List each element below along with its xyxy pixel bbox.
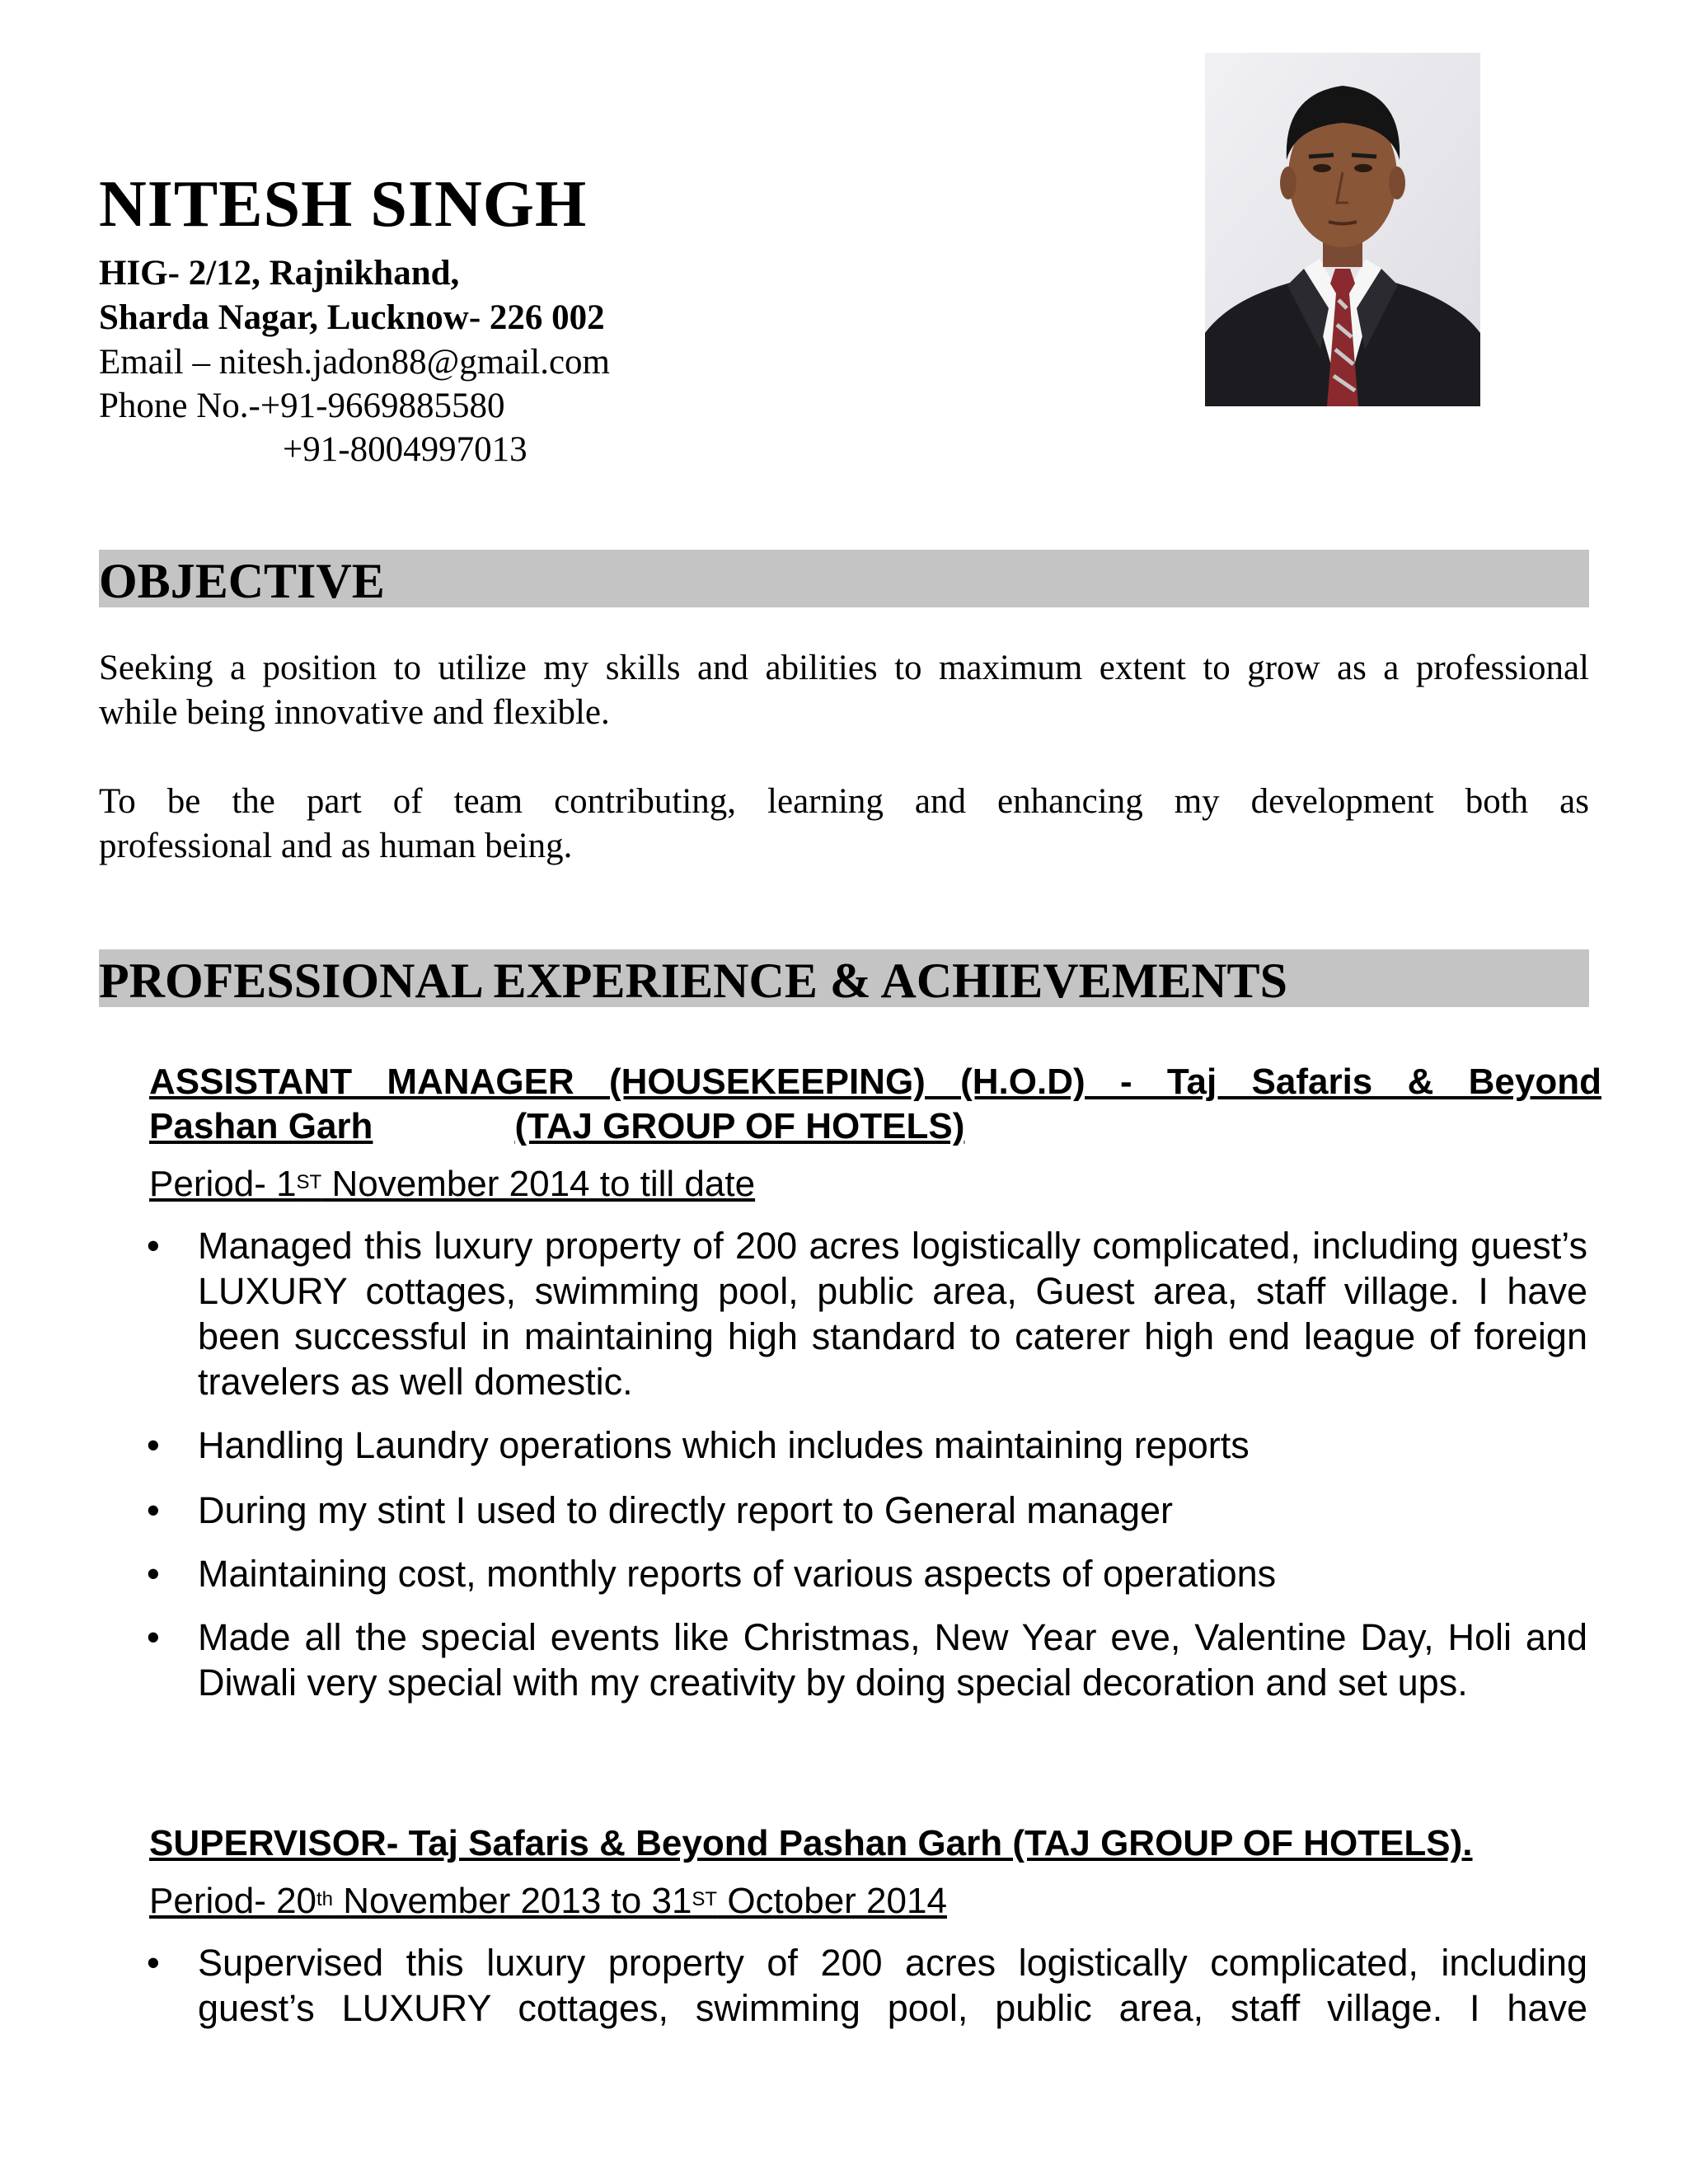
objective-heading: OBJECTIVE <box>99 554 385 608</box>
list-item: • During my stint I used to directly report to General manager <box>147 1489 1174 1531</box>
list-item: • Made all the special events like Christmas, New Year eve, Valentine Day, Holi and Diwali very special with my creativity by doing special decoration and set ups. <box>147 1616 1587 1704</box>
objective-p2-line2: professional and as human being. <box>99 827 573 865</box>
job-2-bullets <box>147 1940 1587 2031</box>
bullet-icon: • <box>147 1225 160 1267</box>
job-1-bullets <box>147 1223 1587 1705</box>
job-2-title: SUPERVISOR- Taj Safaris & Beyond Pashan Garh (TAJ GROUP OF HOTELS). <box>149 1823 1473 1863</box>
bullet-icon: • <box>147 1489 160 1531</box>
candidate-name: NITESH SINGH <box>99 168 588 241</box>
email-line: Email – nitesh.jadon88@gmail.com <box>99 343 610 382</box>
list-item: • Managed this luxury property of 200 acres logistically complicated, including guest’s LUXURY cottages, swimming pool, public area, Guest area, staff village. I have been successful in maintaining high standard to caterer high end league of foreign travelers as well domestic. <box>147 1225 1587 1403</box>
list-item: • Maintaining cost, monthly reports of various aspects of operations <box>147 1553 1277 1595</box>
address-line-1: HIG- 2/12, Rajnikhand, <box>99 254 460 293</box>
list-item: • Supervised this luxury property of 200 acres logistically complicated, including guest’s LUXURY cottages, swimming pool, public area, staff village. I have <box>147 1942 1587 2029</box>
address-line-2: Sharda Nagar, Lucknow- 226 002 <box>99 298 605 337</box>
job-1-title-line1: ASSISTANT MANAGER (HOUSEKEEPING) (H.O.D) - Taj Safaris & Beyond <box>149 1062 1601 1102</box>
bullet-icon: • <box>147 1616 160 1658</box>
profile-photo <box>1205 53 1480 406</box>
list-item: • Handling Laundry operations which includes maintaining reports <box>147 1424 1250 1466</box>
phone-line-2: +91-8004997013 <box>283 430 528 469</box>
experience-heading: PROFESSIONAL EXPERIENCE & ACHIEVEMENTS <box>99 954 1287 1008</box>
objective-p1-line1: Seeking a position to utilize my skills and abilities to maximum extent to grow as a professional <box>99 649 1589 687</box>
objective-heading-bar <box>99 550 1589 607</box>
job-1-period: Period- 1ST November 2014 to till date <box>149 1164 756 1204</box>
experience-heading-bar <box>99 949 1589 1007</box>
phone-line-1: Phone No.-+91-9669885580 <box>99 387 505 425</box>
bullet-icon: • <box>147 1553 160 1595</box>
objective-paragraph-2 <box>99 780 1589 869</box>
bullet-icon: • <box>147 1424 160 1466</box>
objective-paragraph-1 <box>99 646 1589 735</box>
objective-p1-line2: while being innovative and flexible. <box>99 693 610 732</box>
job-2-period: Period- 20th November 2013 to 31ST October 2014 <box>149 1881 947 1921</box>
job-1-company: (TAJ GROUP OF HOTELS) <box>514 1106 965 1146</box>
job-1-title-line2 <box>149 1104 1600 1149</box>
job-1-location: Pashan Garh <box>149 1106 373 1146</box>
bullet-icon: • <box>147 1942 160 1984</box>
objective-p2-line1: To be the part of team contributing, learning and enhancing my development both as <box>99 782 1589 821</box>
